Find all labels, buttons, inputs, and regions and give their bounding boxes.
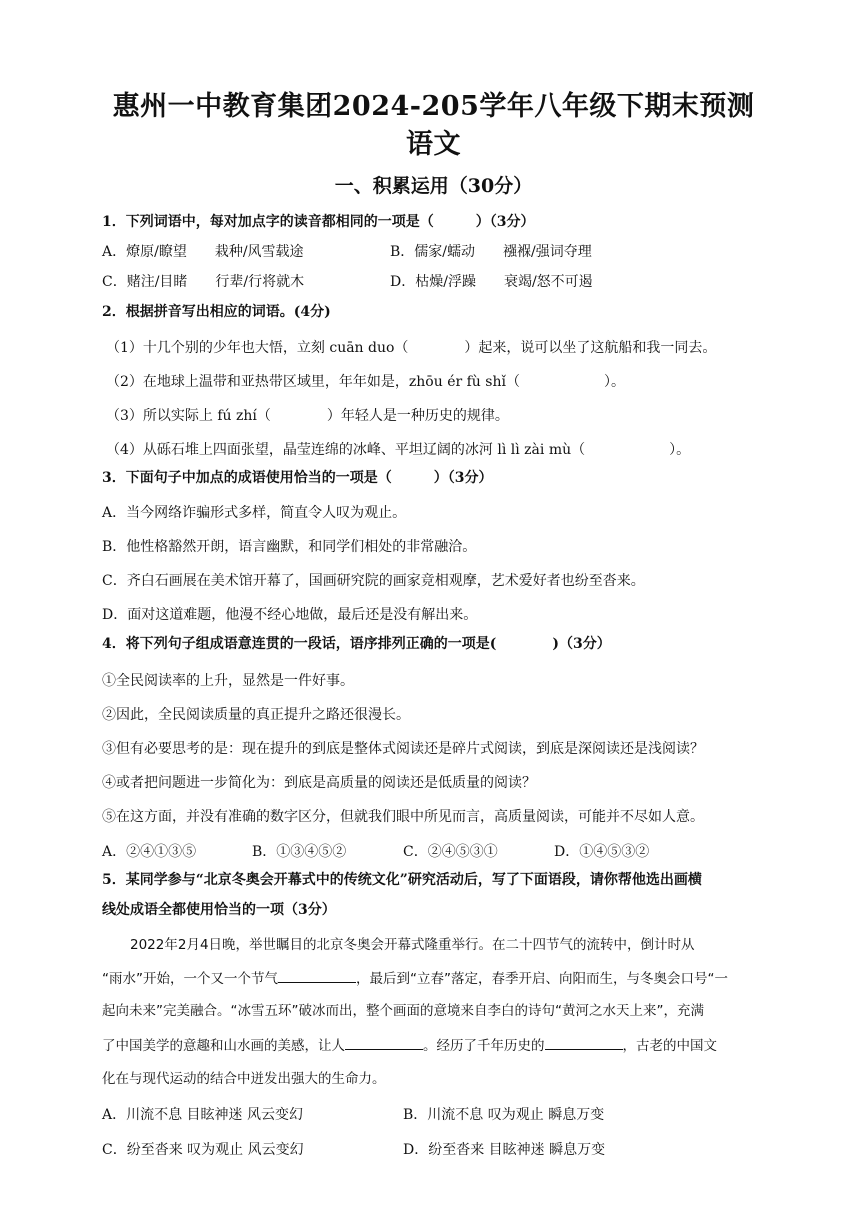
q4-stem: 4．将下列句子组成语意连贯的一段话，语序排列正确的一项是( )（3分） — [102, 636, 611, 652]
q4-sentence-4: ④或者把问题进一步简化为：到底是高质量的阅读还是低质量的阅读？ — [102, 775, 536, 791]
q4-option-b: B．①③④⑤② — [252, 844, 347, 860]
subject-title: 语文 — [406, 129, 461, 160]
q5-stem-line2: 线处成语全都使用恰当的一项（3分） — [102, 902, 336, 918]
passage-text: ，古老的中国文 — [622, 1038, 717, 1054]
q1-option-d: D．枯燥/浮躁 衰竭/怒不可遏 — [390, 274, 593, 290]
q1-option-b: B．儒家/蠕动 襁褓/强词夺理 — [390, 244, 592, 260]
q5-passage-line3: 起向未来”完美融合。“冰雪五环”破冰而出，整个画面的意境来自李白的诗句“黄河之水天上来”，充满 — [102, 1003, 704, 1019]
passage-text: “雨水”开始，一个又一个节气 — [102, 971, 278, 987]
q3-option-c: C．齐白石画展在美术馆开幕了，国画研究院的画家竞相观摩，艺术爱好者也纷至沓来。 — [102, 573, 645, 589]
q5-passage-line1: 2022年2月4日晚，举世瞩目的北京冬奥会开幕式隆重举行。在二十四节气的流转中，倒计时从 — [130, 937, 695, 953]
q2-item-3: （3）所以实际上 fú zhí（ ）年轻人是一种历史的规律。 — [106, 408, 509, 424]
q2-item-2: （2）在地球上温带和亚热带区域里，年年如是，zhōu ér fù shǐ（ ）。 — [106, 374, 625, 390]
q5-option-b: B．川流不息 叹为观止 瞬息万变 — [403, 1107, 605, 1123]
q4-option-c: C．②④⑤③① — [403, 844, 498, 860]
blank-3 — [545, 1035, 623, 1050]
q2-item-4: （4）从砾石堆上四面张望，晶莹连绵的冰峰、平坦辽阔的冰河 lì lì zài mù（ ）。 — [106, 442, 691, 458]
q4-option-a: A．②④①③⑤ — [102, 844, 197, 860]
q2-item-1: （1）十几个别的少年也大悟，立刻 cuān duo（ ）起来，说可以坐了这航船和我一同去。 — [106, 340, 717, 356]
blank-2 — [345, 1035, 423, 1050]
passage-text: 。经历了千年历史的 — [423, 1038, 545, 1054]
q4-option-d: D．①④⑤③② — [554, 844, 650, 860]
blank-1 — [278, 968, 356, 983]
q3-option-d: D．面对这道难题，他漫不经心地做，最后还是没有解出来。 — [102, 607, 478, 623]
q1-stem: 1．下列词语中，每对加点字的读音都相同的一项是（ ）（3分） — [102, 214, 535, 230]
q4-sentence-3: ③但有必要思考的是：现在提升的到底是整体式阅读还是碎片式阅读，到底是深阅读还是浅阅读？ — [102, 741, 704, 757]
q5-option-a: A．川流不息 目眩神迷 风云变幻 — [102, 1107, 304, 1123]
q5-stem-line1: 5．某同学参与“北京冬奥会开幕式中的传统文化”研究活动后，写了下面语段，请你帮他选出画横 — [102, 872, 702, 888]
exam-title: 惠州一中教育集团2024-205学年八年级下期末预测 — [112, 91, 755, 122]
q5-option-d: D．纷至沓来 目眩神迷 瞬息万变 — [403, 1142, 606, 1158]
q2-stem: 2．根据拼音写出相应的词语。(4分) — [102, 304, 331, 320]
q5-passage-line4 — [102, 1035, 717, 1056]
q1-option-c: C．赌注/目睹 行辈/行将就木 — [102, 274, 305, 290]
q3-option-a: A．当今网络诈骗形式多样，简直令人叹为观止。 — [102, 505, 407, 521]
q4-sentence-1: ①全民阅读率的上升，显然是一件好事。 — [102, 673, 354, 689]
q5-passage-line2 — [102, 968, 728, 989]
q4-sentence-2: ②因此，全民阅读质量的真正提升之路还很漫长。 — [102, 707, 410, 723]
q5-passage-line5: 化在与现代运动的结合中迸发出强大的生命力。 — [102, 1071, 386, 1087]
q5-option-c: C．纷至沓来 叹为观止 风云变幻 — [102, 1142, 304, 1158]
q1-option-a: A．燎原/瞭望 栽种/风雪载途 — [102, 244, 304, 260]
section-heading: 一、积累运用（30分） — [334, 175, 533, 197]
passage-text: 了中国美学的意趣和山水画的美感，让人 — [102, 1038, 345, 1054]
passage-text: ，最后到“立春”落定，春季开启、向阳而生，与冬奥会口号“一 — [356, 971, 728, 987]
q3-option-b: B．他性格豁然开朗，语言幽默，和同学们相处的非常融洽。 — [102, 539, 477, 555]
q3-stem: 3．下面句子中加点的成语使用恰当的一项是（ ）（3分） — [102, 470, 493, 486]
q4-sentence-5: ⑤在这方面，并没有准确的数字区分，但就我们眼中所见而言，高质量阅读，可能并不尽如人意。 — [102, 809, 704, 825]
